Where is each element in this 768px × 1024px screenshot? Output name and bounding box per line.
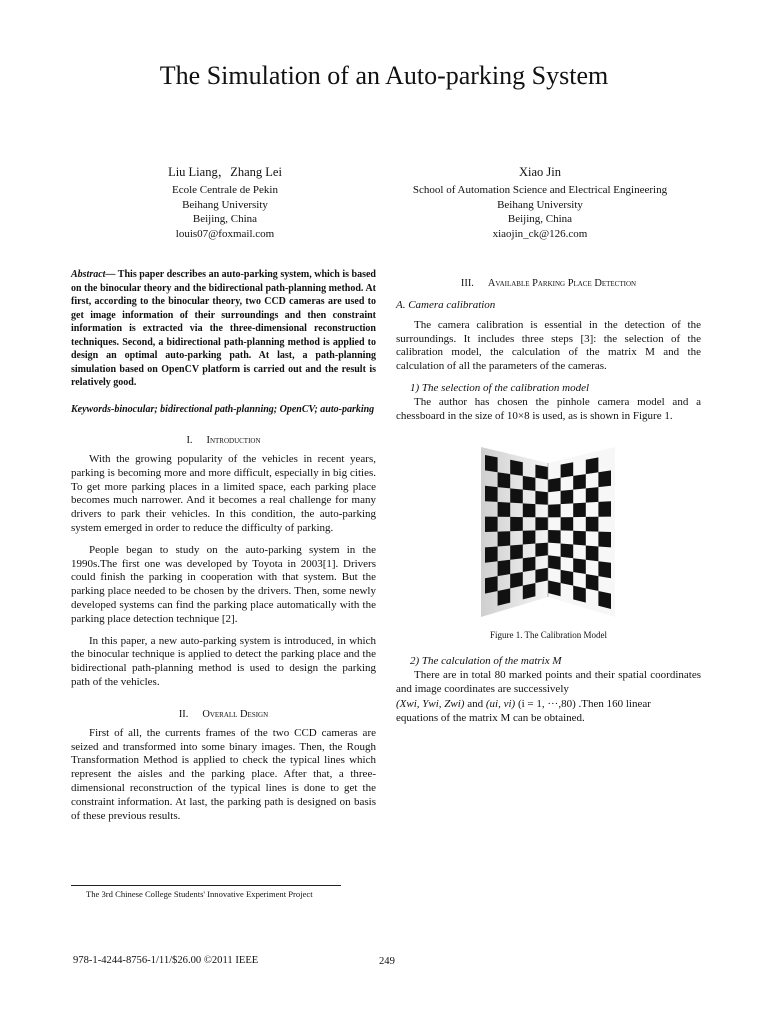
section-heading-introduction: I. Introduction bbox=[186, 435, 261, 446]
subsubsection-heading: 1) The selection of the calibration model bbox=[410, 381, 590, 394]
section-heading-detection: III. Available Parking Place Detection bbox=[460, 278, 637, 289]
paragraph: There are in total 80 marked points and their spatial coordinates and image coordinates are successively bbox=[396, 668, 701, 695]
author-affiliation: School of Automation Science and Electrical Engineering bbox=[412, 184, 668, 196]
paragraph: People began to study on the auto-parking system in the 1990s.The first one was developed by Toyota in 2003[1]. Drivers could finish the parking in cooperation with that system. But the parking place needed to be chosen by the drivers. Then, some newly developed systems can find the parking place automatically with the parking place detection technique [2]. bbox=[71, 543, 376, 625]
right-column-continued bbox=[396, 655, 701, 726]
abstract bbox=[71, 268, 376, 390]
isbn-copyright: 978-1-4244-8756-1/11/$26.00 ©2011 IEEE bbox=[73, 955, 259, 966]
author-block-left bbox=[110, 164, 340, 241]
author-names: Liu Liang，Zhang Lei bbox=[168, 165, 282, 179]
author-affiliation: Ecole Centrale de Pekin bbox=[172, 184, 278, 196]
abstract-label: Abstract— bbox=[71, 269, 116, 280]
paragraph: First of all, the currents frames of the two CCD cameras are seized and transformed into some binary images. Then, the Rough Transformation Method is applied to check the typical lines which represent the aisles and the parking place. After that, a three-dimensional reconstruction of the typical lines is done to get the constraint information. At last, the parking path is designed on basis of these previous results. bbox=[71, 726, 376, 822]
page-number: 249 bbox=[379, 956, 395, 967]
calibration-chessboard-figure bbox=[481, 447, 615, 617]
equation-line: (Xwi, Ywi, Zwi) and (ui, vi) (i = 1, ···,80) .Then 160 linear bbox=[396, 698, 651, 711]
left-column bbox=[71, 268, 376, 831]
paper-title: The Simulation of an Auto-parking System bbox=[159, 61, 609, 90]
paragraph: The camera calibration is essential in the detection of the surroundings. It includes three steps [3]: the selection of the calibration model, the calculation of the matrix M and the calculation of all the parameters of the cameras. bbox=[396, 318, 701, 373]
image-coordinates: (ui, vi) bbox=[485, 698, 516, 711]
index-range: (i = 1, ···,80) bbox=[515, 698, 576, 711]
author-email: xiaojin_ck@126.com bbox=[492, 227, 588, 240]
chessboard-image bbox=[481, 447, 615, 617]
figure-caption: Figure 1. The Calibration Model bbox=[489, 630, 608, 640]
author-university: Beihang University bbox=[182, 198, 268, 211]
author-city: Beijing, China bbox=[507, 213, 573, 226]
author-city: Beijing, China bbox=[192, 213, 258, 226]
abstract-text: This paper describes an auto-parking system, which is based on the binocular theory and the bidirectional path-planning method. At first, according to the binocular theory, two CCD cameras are used to get image information of their surroundings and then constraint information is extracted via the three-dimensional reconstruction techniques. Second, a bidirectional path-planning method is applied to design an optimal auto-parking path. At last, a path-planning simulation based on OpenCV platform is carried out and the result is relatively good. bbox=[71, 269, 376, 388]
author-block-right bbox=[380, 164, 700, 241]
footnote-rule bbox=[71, 885, 341, 886]
subsection-heading: A. Camera calibration bbox=[396, 299, 496, 311]
spatial-coordinates: (Xwi, Ywi, Zwi) bbox=[396, 698, 465, 711]
paragraph: In this paper, a new auto-parking system is introduced, in which the binocular technique is applied to detect the parking place and the bidirectional path-planning method is used to design the parking path of the vehicles. bbox=[71, 634, 376, 688]
author-names: Xiao Jin bbox=[518, 165, 561, 179]
keywords: Keywords-binocular; bidirectional path-planning; OpenCV; auto-parking bbox=[71, 403, 375, 415]
paragraph: The author has chosen the pinhole camera model and a chessboard in the size of 10×8 is used, as is shown in Figure 1. bbox=[396, 395, 701, 422]
author-university: Beihang University bbox=[497, 198, 583, 211]
footnote: The 3rd Chinese College Students' Innovative Experiment Project bbox=[86, 889, 313, 899]
paragraph-end: equations of the matrix M can be obtained. bbox=[396, 712, 585, 725]
author-email: louis07@foxmail.com bbox=[175, 227, 275, 240]
right-column bbox=[396, 277, 701, 431]
section-heading-overall-design: II. Overall Design bbox=[178, 708, 269, 720]
subsubsection-heading: 2) The calculation of the matrix M bbox=[410, 655, 562, 667]
paragraph: With the growing popularity of the vehicles in recent years, parking is becoming more and more difficult, especially in big cities. To get more parking places in a limited space, each parking place becomes much narrower. And it becomes a real challenge for many drivers to park their vehicles. In this condition, the auto-parking system emerged in order to reduce the difficulty of parking. bbox=[71, 453, 376, 534]
